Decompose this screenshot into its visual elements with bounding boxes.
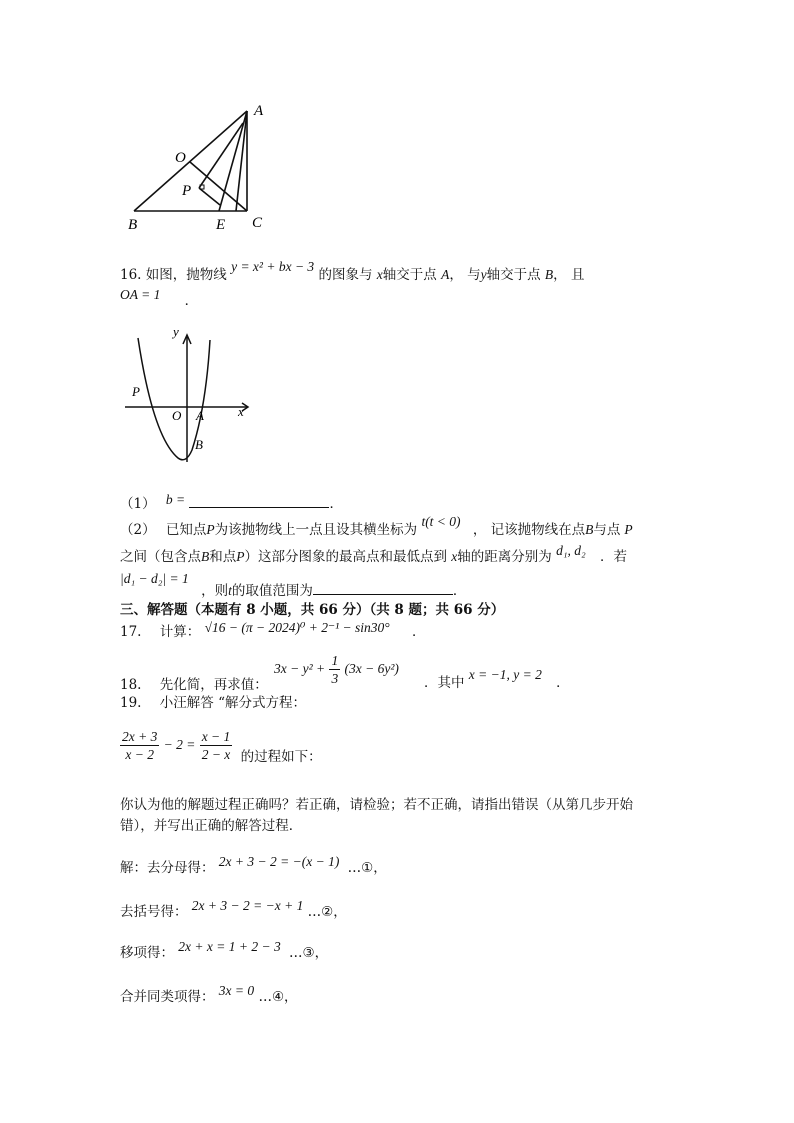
q16-text: 轴交于点 xyxy=(382,267,437,283)
q16-text: ， 与 xyxy=(449,267,481,283)
part1-expr: b = xyxy=(165,492,186,507)
part1-number: （1） xyxy=(120,496,156,512)
line3-text: ．若 xyxy=(600,549,628,565)
q16-part2-line3 xyxy=(120,570,467,599)
parabola-figure xyxy=(120,322,260,467)
step-mark: …①， xyxy=(347,860,387,876)
part2-text: 已知点 xyxy=(165,522,207,538)
line3-p: P xyxy=(236,549,245,564)
q18-fraction xyxy=(329,652,340,687)
q16-text: 轴交于点 xyxy=(486,267,541,283)
part1-end: ． xyxy=(329,496,343,512)
q19-eq-mid: − 2 = xyxy=(163,737,196,752)
q16-point-a: A xyxy=(441,267,450,282)
step-label: 去括号得： xyxy=(120,904,188,920)
part2-answer-blank[interactable] xyxy=(313,580,453,595)
step-expr: 2x + 3 − 2 = −(x − 1) xyxy=(218,854,340,869)
q16-y: y xyxy=(480,267,487,282)
step-expr: 3x = 0 xyxy=(218,983,255,998)
q19-lden: x − 2 xyxy=(125,747,154,762)
q16-line2 xyxy=(120,286,199,309)
step-expr: 2x + 3 − 2 = −x + 1 xyxy=(191,898,304,913)
q18-expr-b: (3x − 6y²) xyxy=(344,661,399,676)
q19-lnum: 2x + 3 xyxy=(122,729,158,744)
q16-part2-line2 xyxy=(120,543,628,566)
step-mark: …④， xyxy=(258,989,298,1005)
part2-text: ， 记该抛物线在点 xyxy=(472,522,586,538)
line3-b: B xyxy=(201,549,210,564)
line3-text: 轴的距离分别为 xyxy=(457,549,552,565)
part2-text: 与点 xyxy=(593,522,621,538)
part1-answer-blank[interactable] xyxy=(189,493,329,508)
q19-rden: 2 − x xyxy=(201,747,231,762)
q18-frac-num: 1 xyxy=(331,653,339,668)
step-label: 合并同类项得： xyxy=(120,989,215,1005)
q17-label: 计算： xyxy=(159,624,201,640)
label-E: E xyxy=(216,217,226,233)
line4-abs: |d₁ − d₂| = 1 xyxy=(120,571,189,586)
part2-p2: P xyxy=(624,522,633,537)
q17 xyxy=(120,620,426,641)
part2-t: t(t < 0) xyxy=(421,514,461,529)
q16-x: x xyxy=(376,267,383,282)
q19-equation xyxy=(120,728,322,763)
q19-step-3 xyxy=(120,938,329,961)
q16-point-b: B xyxy=(544,267,554,282)
q19-intro-text: 小汪解答 “解分式方程： xyxy=(159,695,306,711)
step-expr: 2x + x = 1 + 2 − 3 xyxy=(178,939,281,954)
axis-y-label: y xyxy=(173,324,179,339)
q16-text: 如图，抛物线 xyxy=(145,267,227,283)
label-C: C xyxy=(252,215,263,231)
q19-left-fraction xyxy=(120,728,159,763)
q19-intro xyxy=(120,694,306,712)
part2-p: P xyxy=(206,522,215,537)
q19-number: 19. xyxy=(120,695,142,711)
q17-expr: √16 − (π − 2024)⁰ + 2⁻¹ − sin30° xyxy=(204,620,390,635)
q16-part1 xyxy=(120,493,343,513)
label-A: A xyxy=(254,103,264,119)
line4-end: ． xyxy=(452,583,467,599)
q18-label: 先化简，再求值： xyxy=(159,677,268,693)
part2-text: 为该抛物线上一点且设其横坐标为 xyxy=(214,522,418,538)
q18-tail xyxy=(424,667,570,692)
origin-label: O xyxy=(172,408,182,423)
q19-step-2 xyxy=(120,897,347,920)
line4-text: ，则 xyxy=(201,583,229,599)
line4-text: 的取值范围为 xyxy=(231,583,313,599)
line3-d: d₁, d₂ xyxy=(556,543,586,558)
q16-condition: OA = 1 xyxy=(120,287,161,302)
q18-expr xyxy=(274,652,399,687)
q19-rnum: x − 1 xyxy=(201,729,231,744)
point-p-label: P xyxy=(132,384,140,399)
q18-text: ．其中 xyxy=(424,675,465,691)
point-b-label: B xyxy=(195,437,203,452)
q19-right-fraction xyxy=(200,728,233,763)
line3-text: 和点 xyxy=(209,549,237,565)
label-O: O xyxy=(175,150,186,166)
label-P: P xyxy=(182,183,192,199)
line3-x: x xyxy=(451,549,458,564)
q17-number: 17. xyxy=(120,624,142,640)
triangle-figure xyxy=(120,95,280,240)
q19-eq-after: 的过程如下： xyxy=(240,749,322,765)
q18-expr-a: 3x − y² + xyxy=(274,661,326,676)
q16-part2-line1 xyxy=(120,514,633,539)
q17-end: ． xyxy=(411,624,426,640)
q16-number: 16. xyxy=(120,267,142,283)
step-mark: …③， xyxy=(289,945,329,961)
line4-t: t xyxy=(228,583,232,598)
point-a-label: A xyxy=(196,408,204,423)
step-label: 解：去分母得： xyxy=(120,860,215,876)
q18-end: ． xyxy=(556,675,570,691)
step-label: 移项得： xyxy=(120,945,174,961)
q16-line1 xyxy=(120,259,585,284)
q18-number: 18. xyxy=(120,677,142,693)
line3-text: ）这部分图象的最高点和最低点到 xyxy=(244,549,447,565)
line3-text: 之间（包含点 xyxy=(120,549,201,565)
q19-question-line2: 错），并写出正确的解答过程． xyxy=(120,818,303,834)
part2-b: B xyxy=(585,522,594,537)
q19-step-1 xyxy=(120,853,387,876)
axis-x-label: x xyxy=(238,404,244,419)
q19-step-4 xyxy=(120,982,298,1005)
q18-frac-den: 3 xyxy=(331,671,339,686)
step-mark: …②， xyxy=(307,904,347,920)
section3-heading: 三、解答题（本题有 8 小题，共 66 分）（共 8 题；共 66 分） xyxy=(120,602,505,618)
q16-function: y = x² + bx − 3 xyxy=(231,259,315,274)
q16-period: ． xyxy=(184,293,199,309)
part2-number: （2） xyxy=(120,522,156,538)
q18 xyxy=(120,676,268,694)
label-B: B xyxy=(128,217,138,233)
q16-text: 的图象与 xyxy=(318,267,373,283)
q18-condition: x = −1, y = 2 xyxy=(468,667,542,682)
q16-text: ， 且 xyxy=(553,267,585,283)
q19-question-line1: 你认为他的解题过程正确吗？若正确，请检验；若不正确，请指出错误（从第几步开始 xyxy=(120,797,633,813)
